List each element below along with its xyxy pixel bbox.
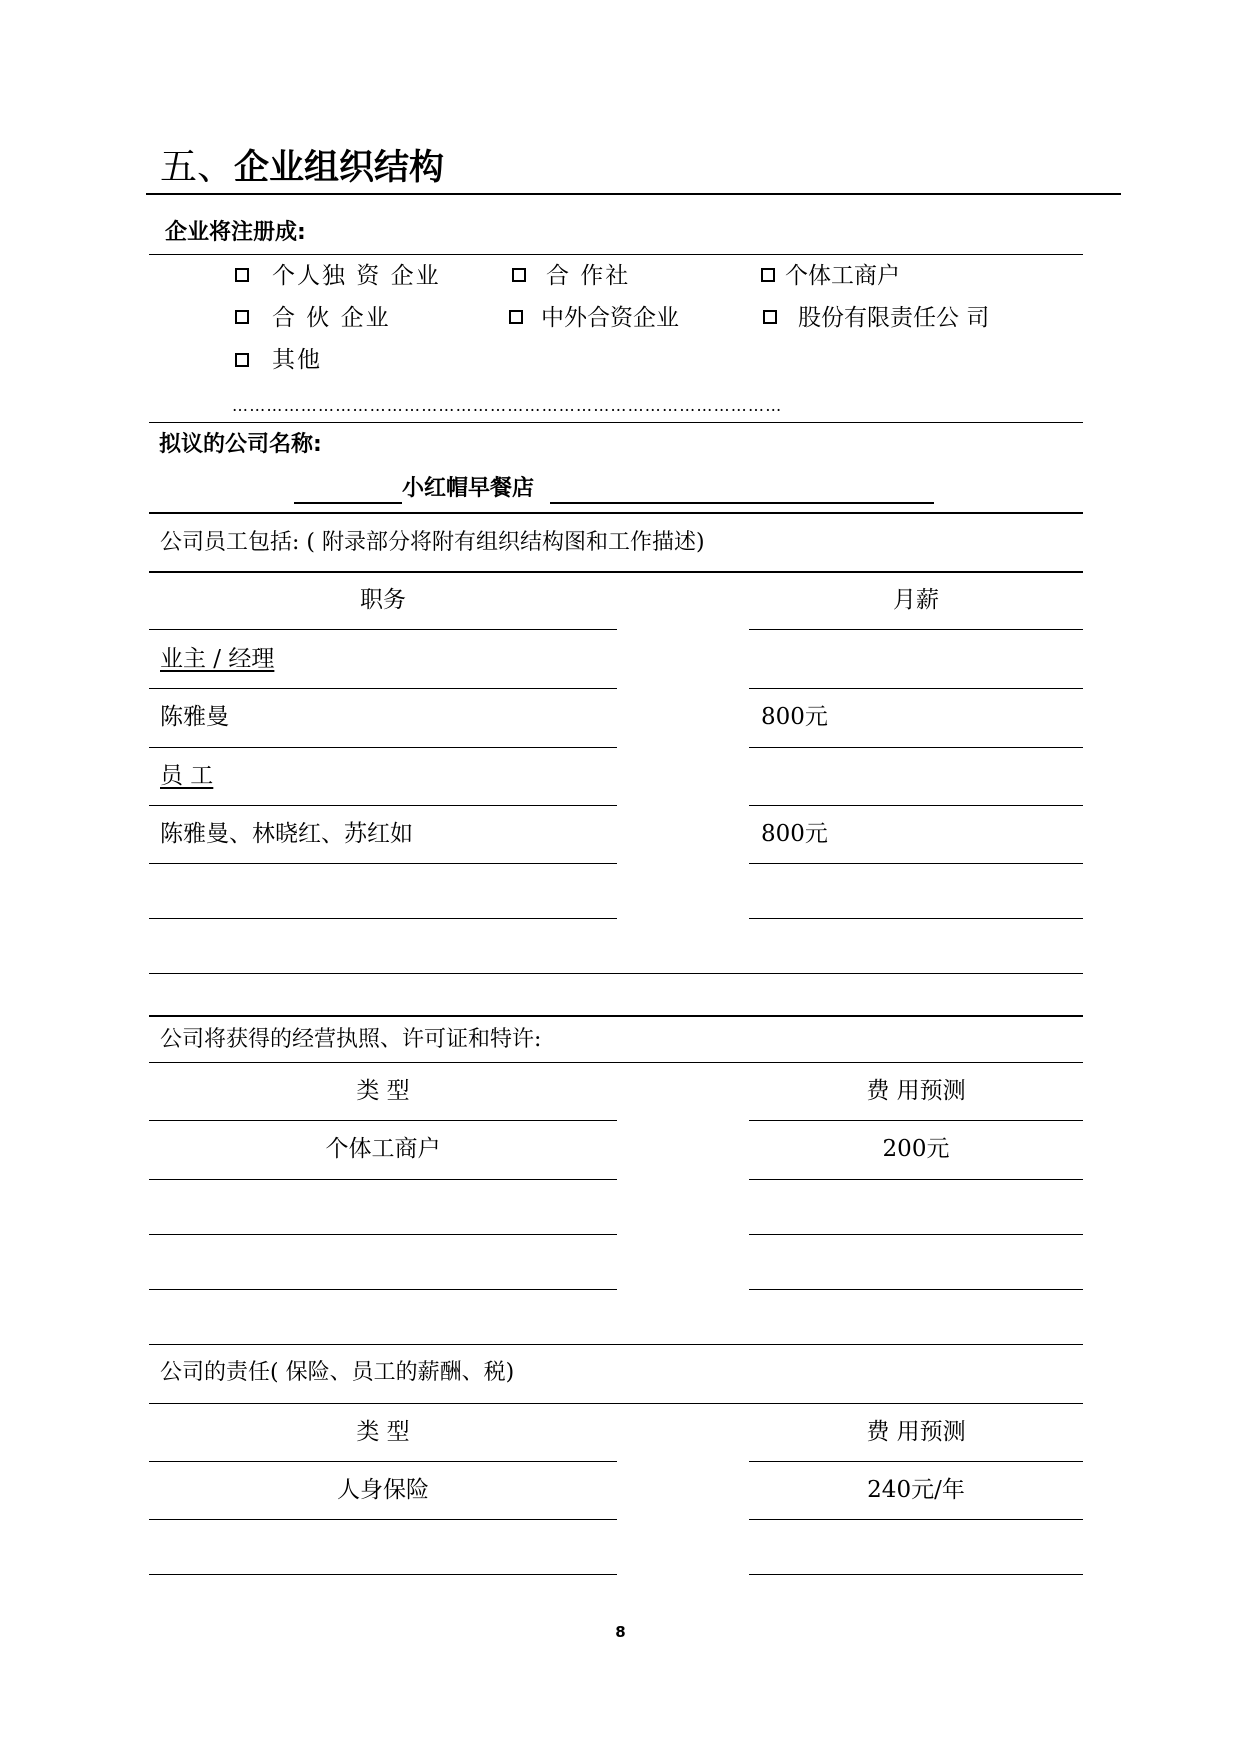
company-name-label: 拟议的公司名称: xyxy=(159,432,322,457)
rule xyxy=(149,254,1083,255)
license-type-cell: 个体工商户 xyxy=(325,1136,441,1162)
rule-left xyxy=(149,1289,617,1290)
staff-heading: 公司员工包括: ( 附录部分将附有组织结构图和工作描述) xyxy=(160,530,705,555)
fill-in-dots: …………………………………………………………………………………… xyxy=(232,396,783,415)
rule xyxy=(149,1015,1083,1017)
rule-right xyxy=(749,629,1083,630)
rule xyxy=(149,512,1083,514)
option-limited-company: 股份有限责任公 司 xyxy=(798,305,990,331)
checkbox-sole-proprietorship[interactable] xyxy=(235,268,249,282)
rule-right xyxy=(749,688,1083,689)
registration-label: 企业将注册成: xyxy=(165,220,306,245)
staff-position-cell: 业主 / 经理 xyxy=(160,646,275,672)
staff-position-cell: 陈雅曼 xyxy=(160,704,229,730)
section-title xyxy=(160,143,444,192)
option-other: 其他 xyxy=(272,347,322,373)
rule-left xyxy=(149,805,617,806)
rule-right xyxy=(749,863,1083,864)
liabilities-heading: 公司的责任( 保险、员工的薪酬、税) xyxy=(160,1360,515,1385)
checkbox-partnership[interactable] xyxy=(235,310,249,324)
rule-right xyxy=(749,1519,1083,1520)
rule-left xyxy=(149,918,617,919)
staff-position-cell: 陈雅曼、林晓红、苏红如 xyxy=(160,821,413,847)
rule-right xyxy=(749,1179,1083,1180)
rule-left xyxy=(149,1179,617,1180)
staff-salary-cell: 800元 xyxy=(761,704,828,730)
staff-salary-cell: 800元 xyxy=(761,821,828,847)
rule-left xyxy=(149,1574,617,1575)
col-header-salary: 月薪 xyxy=(893,587,939,613)
rule-left xyxy=(149,863,617,864)
rule xyxy=(149,571,1083,573)
checkbox-joint-venture[interactable] xyxy=(509,310,523,324)
rule-right xyxy=(749,1289,1083,1290)
col-header-type: 类 型 xyxy=(356,1078,410,1104)
name-blank-right xyxy=(550,502,934,504)
rule-right xyxy=(749,1234,1083,1235)
checkbox-individual-business[interactable] xyxy=(761,268,775,282)
rule xyxy=(149,422,1083,423)
col-header-cost: 费 用预测 xyxy=(866,1078,966,1104)
section-title-text: 企业组织结构 xyxy=(234,148,445,188)
staff-position-cell: 员 工 xyxy=(160,763,214,789)
checkbox-cooperative[interactable] xyxy=(512,268,526,282)
option-sole-proprietorship: 个人独 资 企业 xyxy=(272,263,441,289)
option-cooperative: 合 作社 xyxy=(546,263,631,289)
rule-left xyxy=(149,1519,617,1520)
license-cost-cell: 200元 xyxy=(882,1136,950,1162)
liability-type-cell: 人身保险 xyxy=(337,1477,429,1503)
col-header-cost: 费 用预测 xyxy=(866,1419,966,1445)
option-joint-venture: 中外合资企业 xyxy=(541,305,679,331)
rule-left xyxy=(149,629,617,630)
rule xyxy=(149,1062,1083,1063)
rule-left xyxy=(149,1461,617,1462)
option-individual-business: 个体工商户 xyxy=(785,263,900,289)
page-number: 8 xyxy=(615,1623,626,1641)
option-partnership: 合 伙 企业 xyxy=(272,305,391,331)
title-rule xyxy=(146,193,1121,195)
rule xyxy=(149,1403,1083,1404)
rule-left xyxy=(149,1234,617,1235)
rule-right xyxy=(749,918,1083,919)
rule-right xyxy=(749,747,1083,748)
col-header-type: 类 型 xyxy=(356,1419,410,1445)
liability-cost-cell: 240元/年 xyxy=(867,1477,965,1503)
name-blank-left xyxy=(294,502,402,504)
licenses-heading: 公司将获得的经营执照、许可证和特许: xyxy=(160,1027,542,1052)
rule xyxy=(149,973,1083,974)
rule-left xyxy=(149,747,617,748)
rule-right xyxy=(749,805,1083,806)
rule-left xyxy=(149,688,617,689)
section-number: 五、 xyxy=(160,145,234,188)
rule-right xyxy=(749,1461,1083,1462)
company-name-value[interactable]: 小红帽早餐店 xyxy=(402,476,535,501)
rule-right xyxy=(749,1574,1083,1575)
checkbox-limited-company[interactable] xyxy=(763,310,777,324)
rule xyxy=(149,1344,1083,1345)
col-header-position: 职务 xyxy=(360,587,406,613)
rule-right xyxy=(749,1120,1083,1121)
rule-left xyxy=(149,1120,617,1121)
checkbox-other[interactable] xyxy=(235,353,249,367)
